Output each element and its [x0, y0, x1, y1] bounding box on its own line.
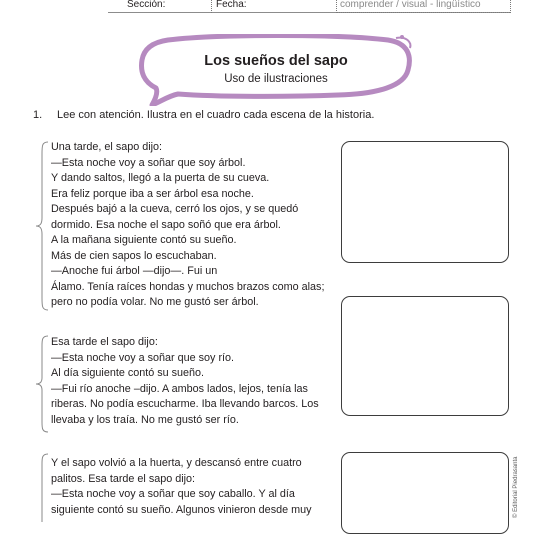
brace-icon	[34, 334, 50, 434]
scene-text: Y el sapo volvió a la huerta, y descansó entre cuatro palitos. Esa tarde el sapo dijo: —Esta noche voy a soñar que soy caballo. Y al día siguiente contó su sueño. Algunos vinieron desde muy	[51, 457, 312, 516]
scene-text: Una tarde, el sapo dijo: —Esta noche voy a soñar que soy árbol. Y dando saltos, llegó a la puerta de su cueva. Era feliz porque iba a ser árbol esa noche. Después bajó a la cueva, cerró los ojos, y se quedó dormido. Esa noche el sapo soñó que era árbol. A la mañana siguiente contó su sueño. Más de cien sapos lo escuchaban. —Anoche fui árbol —dijo—. Fui un Álamo. Tenía raíces hondas y muchos brazos como alas; pero no podía volar. No me gustó ser árbol.	[51, 141, 325, 308]
fecha-label: Fecha:	[216, 0, 247, 10]
seccion-label: Sección:	[127, 0, 166, 10]
page-title: Los sueños del sapo	[204, 53, 348, 69]
competencies-label: comprender / visual - lingüístico	[340, 0, 481, 10]
drawing-box[interactable]	[341, 452, 509, 534]
instruction-number: 1.	[33, 109, 43, 121]
copyright-notice	[513, 458, 525, 518]
brace-icon	[34, 452, 50, 522]
copyright-text: © Editorial Piedrasanta	[513, 456, 519, 518]
header-divider	[211, 0, 212, 13]
instruction-text: Lee con atención. Ilustra en el cuadro cada escena de la historia.	[57, 109, 375, 121]
page-subtitle: Uso de ilustraciones	[224, 73, 328, 85]
title-bubble	[138, 34, 378, 104]
drawing-box[interactable]	[341, 141, 509, 263]
header-dotted-rule	[336, 12, 510, 13]
header-divider	[510, 0, 511, 13]
speech-bubble-icon	[138, 34, 414, 106]
brace-icon	[34, 140, 50, 312]
drawing-box[interactable]	[341, 296, 509, 416]
scene-text: Esa tarde el sapo dijo: —Esta noche voy a soñar que soy río. Al día siguiente contó su sueño. —Fui río anoche –dijo. A ambos lados, lejos, tenía las riberas. No podía escucharme. Iba llevando barcos. Los llevaba y los traía. No me gustó ser río.	[51, 336, 319, 426]
